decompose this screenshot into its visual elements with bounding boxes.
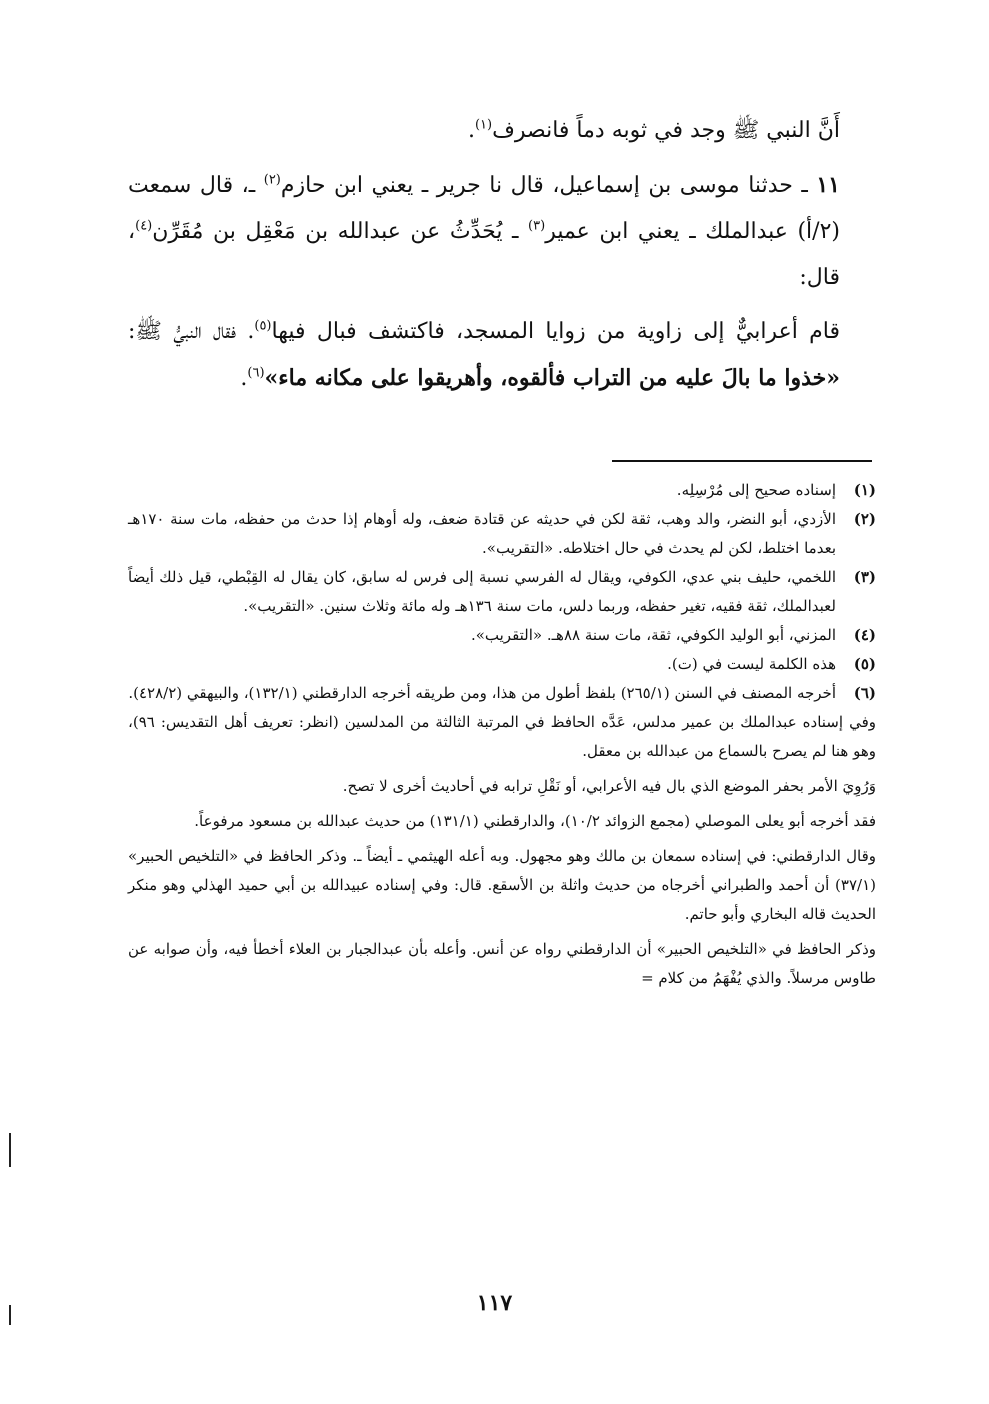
footnote-2 [128,505,876,563]
footnote-text: إسناده صحيح إلى مُرْسِلِه. [676,481,836,499]
footnote-number: (١) [853,481,876,499]
hadith-11-part-b: ـ، قال سمعت (٢/أ) عبدالملك ـ يعني ابن عمير [128,173,840,244]
footnote-ref-2: (٢) [263,172,281,188]
footnote-ref-3: (٣) [528,218,546,234]
hadith-number: ١١ [816,172,840,198]
footnote-6 [128,679,876,708]
prophetic-quote: «خذوا ما بالَ عليه من التراب فألقوه، وأهريقوا على مكانه ماء» [264,365,840,391]
footnote-5 [128,650,876,679]
matn-part-a: قام أعرابيٌّ إلى زاوية من زوايا المسجد، فاكتشف فبال فيها [271,319,840,344]
footnote-ref-6: (٦) [247,365,265,381]
matn-part-b: . فقال النبيُّ ﷺ: [128,319,255,344]
footnote-ref-5: (٥) [254,318,272,334]
footnote-number: (٢) [853,510,876,528]
hadith-11-part-a: ـ حدثنا موسى بن إسماعيل، قال نا جرير ـ يعني ابن حازم [280,173,817,198]
main-text [128,108,840,410]
footnote-separator [612,460,872,462]
footnote-text: المزني، أبو الوليد الكوفي، ثقة، مات سنة ٨٨هـ. «التقريب». [470,626,836,644]
footnotes [128,476,876,999]
footnote-number: (٥) [853,655,876,673]
footnote-ref-4: (٤) [135,218,153,234]
page-number: ١١٧ [476,1290,513,1316]
footnote-1 [128,476,876,505]
footnote-number: (٣) [853,568,876,586]
footnote-6-para: فقد أخرجه أبو يعلى الموصلي (مجمع الزوائد ١٠/٢)، والدارقطني (١٣١/١) من حديث عبدالله بن مسعود مرفوعاً. [194,812,876,830]
footnote-6-para: وقال الدارقطني: في إسناده سمعان بن مالك وهو مجهول. وبه أعله الهيثمي ـ أيضاً ـ. وذكر الحافظ في «التلخيص الحبير» (٣٧/١) أن أحمد والطبراني أخرجاه من حديث واثلة بن الأسقع. قال: وفي إسناده عبيدالله بن أبي حميد الهذلي وهو منكر الحديث قاله البخاري وأبو حاتم. [128,847,876,923]
footnote-6-para: وفي إسناده عبدالملك بن عمير مدلس، عَدَّه الحافظ في المرتبة الثالثة من المدلسين (انظر: تعريف أهل التقديس: ٩٦)، وهو هنا لم يصرح بالسماع من عبدالله بن معقل. [128,713,876,760]
matn-end: . [240,366,248,391]
hadith-11-part-c: ـ يُحَدِّثُ عن عبدالله بن مَعْقِل بن مُقَرِّن [152,219,529,244]
footnote-number: (٦) [853,684,876,702]
footnote-4 [128,621,876,650]
hadith-11 [128,162,840,301]
footnote-number: (٤) [853,626,876,644]
footnote-6-para: وذكر الحافظ في «التلخيص الحبير» أن الدارقطني رواه عن أنس. وأعله بأن عبدالجبار بن العلاء أخطأ فيه، وأن صوابه عن طاوس مرسلاً. والذي يُفْهَمُ من كلام = [128,940,876,987]
margin-mark [9,1305,11,1325]
footnote-text: اللخمي، حليف بني عدي، الكوفي، ويقال له الفرسي نسبة إلى فرس له سابق، كان يقال له القِبْطي، قيل ذلك أيضاً لعبدالملك، ثقة فقيه، تغير حفظه، وربما دلس، مات سنة ١٣٦هـ وله مائة وثلاث سنين. «التقريب». [128,568,836,615]
footnote-text: الأزدي، أبو النضر، والد وهب، ثقة لكن في حديثه عن قتادة ضعف، وله أوهام إذا حدث من حفظه، مات سنة ١٧٠هـ بعدما اختلط، لكن لم يحدث في حال اختلاطه. «التقريب». [128,510,836,557]
footnote-ref-1: (١) [474,117,493,133]
hadith-11-part-d: ، قال: [128,219,840,290]
main-line-1-text: أَنَّ النبي ﷺ وجد في ثوبه دماً فانصرف [492,118,840,143]
footnote-6-para: وَرُوِيَ الأمر بحفر الموضع الذي بال فيه الأعرابي، أو نَقْلِ ترابه في أحاديث أخرى لا تصح. [342,777,876,795]
footnote-3 [128,563,876,621]
footnote-text: أخرجه المصنف في السنن (٢٦٥/١) بلفظ أطول من هذا، ومن طريقه أخرجه الدارقطني (١٣٢/١)، والبيهقي (٤٢٨/٢). [128,684,836,702]
main-line-1: أَنَّ النبي ﷺ وجد في ثوبه دماً فانصرف$^{(١)}$. [467,117,840,143]
footnote-text: هذه الكلمة ليست في (ت). [667,655,836,673]
margin-mark [9,1133,11,1167]
hadith-11-matn [128,309,840,402]
